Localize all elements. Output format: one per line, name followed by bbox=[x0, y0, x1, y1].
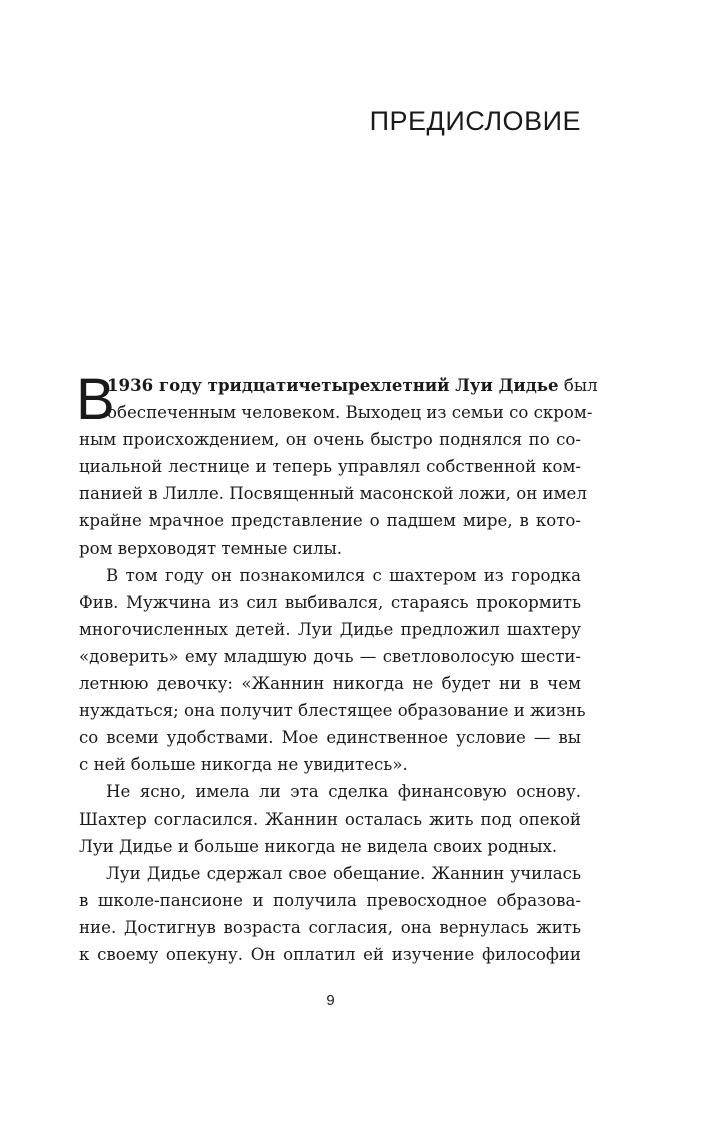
text-line: с ней больше никогда не увидитесь». bbox=[79, 755, 408, 775]
text-line: циальной лестнице и теперь управлял собственной ком- bbox=[79, 457, 581, 477]
text-line: многочисленных детей. Луи Дидье предложил шахтеру bbox=[79, 619, 581, 639]
drop-cap: В bbox=[76, 367, 115, 432]
text-line: панией в Лилле. Посвященный масонской ложи, он имел bbox=[79, 484, 587, 504]
text-line: летнюю девочку: «Жаннин никогда не будет ни в чем bbox=[79, 674, 581, 694]
text-line bbox=[79, 372, 598, 399]
text-line: крайне мрачное представление о падшем мире, в кото- bbox=[79, 511, 581, 531]
text-line: Луи Дидье и больше никогда не видела своих родных. bbox=[79, 836, 558, 856]
text-line: к своему опекуну. Он оплатил ей изучение философии bbox=[79, 944, 581, 964]
text-line: Шахтер согласился. Жаннин осталась жить под опекой bbox=[79, 809, 581, 829]
text-line: ром верховодят темные силы. bbox=[79, 538, 343, 558]
text-line: в школе-пансионе и получила превосходное образова- bbox=[79, 890, 581, 910]
text-line: нуждаться; она получит блестящее образование и жизнь bbox=[79, 701, 586, 721]
text-line: В том году он познакомился с шахтером из городка bbox=[106, 565, 581, 585]
text-line: ным происхождением, он очень быстро поднялся по со- bbox=[79, 430, 581, 450]
text-line: со всеми удобствами. Мое единственное условие — вы bbox=[79, 728, 581, 748]
body-text bbox=[76, 367, 598, 968]
text-line: Луи Дидье сдержал свое обещание. Жаннин училась bbox=[106, 863, 581, 883]
text-line: Не ясно, имела ли эта сделка финансовую основу. bbox=[106, 782, 581, 802]
text-line: Фив. Мужчина из сил выбивался, стараясь прокормить bbox=[79, 592, 581, 612]
text-line: обеспеченным человеком. Выходец из семьи со скром- bbox=[107, 403, 593, 423]
page-number: 9 bbox=[326, 992, 335, 1009]
page-title: ПРЕДИСЛОВИЕ bbox=[369, 106, 581, 136]
lead-in-bold: 1936 году тридцатичетырехлетний Луи Дидье bbox=[107, 375, 559, 395]
text-line: «доверить» ему младшую дочь — светловолосую шести- bbox=[79, 646, 581, 666]
text-line: ние. Достигнув возраста согласия, она вернулась жить bbox=[79, 917, 581, 937]
lead-in-rest: был bbox=[558, 376, 598, 395]
